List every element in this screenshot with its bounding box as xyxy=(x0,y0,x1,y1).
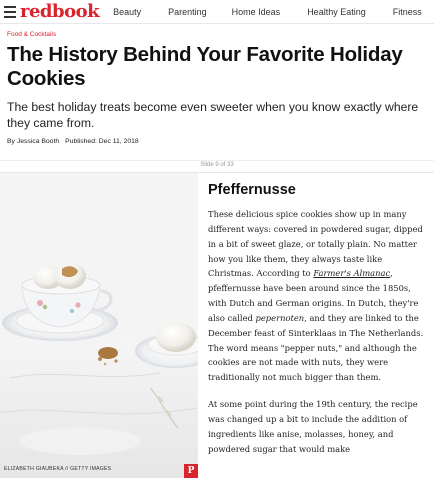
published-date: Published: Dec 11, 2018 xyxy=(65,138,139,145)
author-link[interactable]: By Jessica Booth xyxy=(7,138,60,145)
byline xyxy=(7,138,139,145)
paragraph-text: , pfeffernusse have been around since the 1850s, with Dutch and German origins. In Dutch, they're also called xyxy=(208,268,419,323)
slide-counter: Slide 9 of 33 xyxy=(200,162,234,168)
pinterest-icon[interactable]: P xyxy=(184,464,198,478)
farmers-almanac-link[interactable]: Farmer's Almanac xyxy=(313,268,391,279)
slide-paragraph-2: At some point during the 19th century, the recipe was changed up a bit to include the addition of ingredients like anise, molasses, honey, and powdered sugar that would make xyxy=(208,399,418,454)
cookie-photo xyxy=(0,173,198,478)
nav-item-beauty[interactable]: Beauty xyxy=(113,6,142,17)
paragraph-text: These delicious spice cookies show up in many different ways: covered in powdered sugar, dipped in a bit of sweet glaze, or totally plain. No matter how you like them, they always taste like Christmas. According to xyxy=(208,209,423,279)
nav-item-healthy-eating[interactable]: Healthy Eating xyxy=(307,6,366,17)
slide-title: Pfeffernusse xyxy=(208,182,296,198)
image-credit: ELIZABETH GIAUBEKA // GETTY IMAGES xyxy=(4,466,112,472)
article-title: The History Behind Your Favorite Holiday Cookies xyxy=(7,43,403,90)
slide-image-pfeffernusse xyxy=(0,173,198,478)
paragraph-text: , and they are linked to the December feast of Sinterklaas in The Netherlands. The word means "pepper nuts," and although the cookies are not made with nuts, they were traditionally not much bigger than them. xyxy=(208,312,424,383)
nav-item-fitness[interactable]: Fitness xyxy=(392,6,422,17)
category-link[interactable]: Food & Cocktails xyxy=(7,31,57,38)
top-nav xyxy=(0,0,434,24)
nav-items xyxy=(113,7,434,17)
nav-item-home-ideas[interactable]: Home Ideas xyxy=(231,6,281,17)
slide-text xyxy=(208,182,430,457)
nav-item-parenting[interactable]: Parenting xyxy=(168,6,207,17)
hamburger-menu-icon[interactable] xyxy=(4,4,16,20)
site-logo[interactable]: redbook xyxy=(20,0,100,22)
article-subtitle: The best holiday treats become even sweeter when you know exactly where they came from. xyxy=(7,100,419,130)
divider xyxy=(0,160,434,161)
slide-paragraph-1 xyxy=(208,207,430,385)
pepernoten-term: pepernoten xyxy=(255,312,305,323)
slide xyxy=(0,172,434,481)
